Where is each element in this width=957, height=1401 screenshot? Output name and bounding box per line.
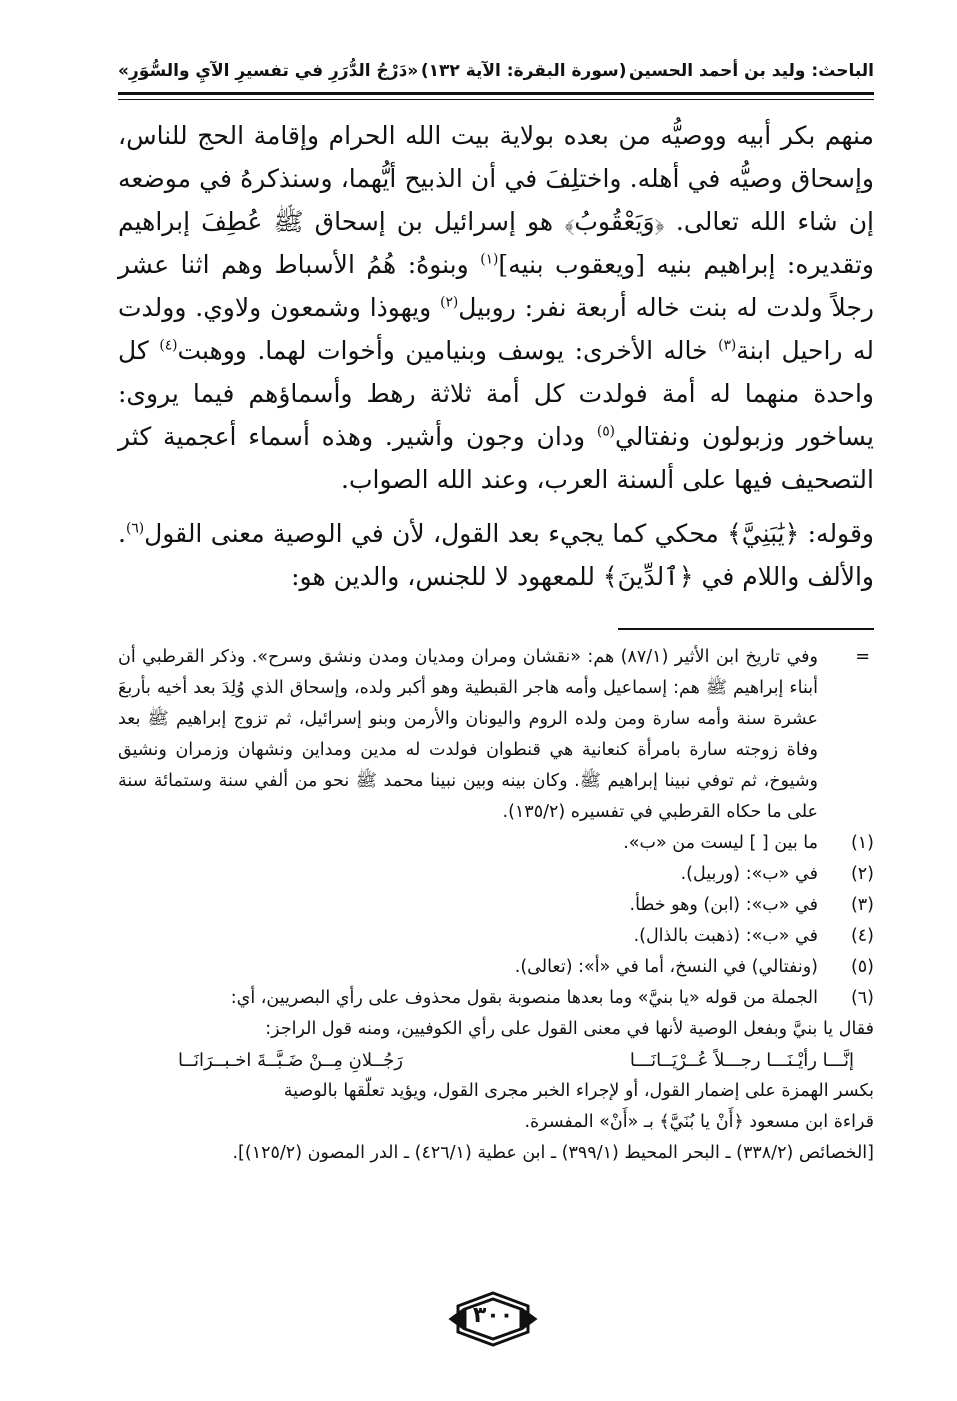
header-author: الباحث: وليد بن أحمد الحسين	[629, 61, 874, 81]
verse-second-hemistich: رَجُــلانِ مِــنْ ضَـبَّــةَ اخـبــرَانَــا	[178, 1050, 403, 1071]
footnote-1	[118, 828, 874, 859]
footnote-ref-5[interactable]: (٥)	[596, 423, 615, 440]
footnote-ref-3[interactable]: (٣)	[718, 337, 737, 354]
footnote-ref-4[interactable]: (٤)	[159, 337, 178, 354]
paragraph-2: وقوله: ﴿يَٰبَنِيَّ﴾ محكي كما يجيء بعد القول، لأن في الوصية معنى القول$^{(٦)}$. والألف واللام في ﴿ٱلدِّينَ﴾ للمعهود لا للجنس، والدين هو:	[118, 519, 874, 591]
continuation-mark: =	[855, 647, 870, 667]
footnote-6	[118, 983, 874, 1014]
footnote-text: في «ب»: (ابن) وهو خطأ.	[629, 895, 818, 915]
header-book-title: «دَرْجُ الدُّرَرِ في تفسيرِ الآيِ والسُّوَرِ»	[118, 61, 419, 81]
header-rule-thin	[118, 99, 874, 100]
footnote-2	[118, 859, 874, 890]
footnote-number: (٢)	[850, 864, 874, 884]
paragraph-1: منهم بكر أبيه ووصيُّه من بعده بولاية بيت الله الحرام وإقامة الحج للناس، وإسحاق وصيُّه في أهله. واختلِفَ في أن الذبيح أيُّهما، وسنذكرهُ في موضعه إن شاء الله تعالى. ﴿وَيَعْقُوبُ﴾ هو إسرائيل بن إسحاق ﷺ عُطِفَ إبراهيم وتقديره: إبراهيم بنيه [ويعقوب بنيه]$^{(١)}$ وبنوهُ: هُمُ الأسباط وهم اثنا عشر رجلاً ولدت له بنت خاله أربعة نفر: روبيل$^{(٢)}$ ويهوذا وشمعون ولاوي. وولدت له راحيل ابنة$^{(٣)}$ خاله الأخرى: يوسف وبنيامين وأخوات لهما. ووهبت$^{(٤)}$ كل واحدة منهما له أمة فولدت كل أمة ثلاثة رهط وأسماؤهم فيما يروى: يساخور وزبولون ونفتالي$^{(٥)}$ ودان وجون وأشير. وهذه أسماء أعجمية كثر التصحيف فيها على ألسنة العرب، وعند الله الصواب.	[118, 121, 875, 494]
running-header	[118, 56, 874, 86]
continuation-text: وفي تاريخ ابن الأثير (٨٧/١) هم: «نقشان ومران ومديان ومدن ونشق وسرح». وذكر القرطبي أن أبناء إبراهيم ﷺ هم: إسماعيل وأمه هاجر القبطية وهو أكبر ولده، وإسحاق الذي وُلِدَ بعد أخيه بأربعَ عشرة سنة وأمه سارة ومن ولده الروم واليونان والأرمن وبنو إسرائيل، ثم تزوج إبراهيم ﷺ بعد وفاة زوجته سارة بامرأة كنعانية هي قنطوان فولدت له مدين ومداين ونشهان وزمران ونشيق وشيوخ، ثم توفي نبينا إبراهيم ﷺ. وكان بينه وبين نبينا محمد ﷺ نحو من ألفي سنة وستمائة سنة على ما حكاه القرطبي في تفسيره (١٣٥/٢).	[118, 647, 818, 822]
footnote-text: (ونفتالي) في النسخ، أما في «أ»: (تعالى).	[514, 957, 818, 977]
footnote-text: في «ب»: (وربيل).	[680, 864, 818, 884]
footnote-text: ما بين [ ] ليست من «ب».	[623, 833, 818, 853]
footnote-ref-2[interactable]: (٢)	[440, 294, 459, 311]
footnote-continuation	[118, 642, 874, 828]
footnote-3	[118, 890, 874, 921]
footnote-4	[118, 921, 874, 952]
footnote-number: (٣)	[850, 895, 874, 915]
footnotes	[118, 642, 874, 1169]
footnote-number: (١)	[850, 833, 874, 853]
footnote-6-references: [الخصائص (٣٣٨/٢) ـ البحر المحيط (٣٩٩/١) ـ ابن عطية (٤٢٦/١) ـ الدر المصون (١٢٥/٢)].	[232, 1143, 874, 1163]
page-number: ٣٠٠	[472, 1303, 514, 1328]
footnote-6-line-4: قراءة ابن مسعود ﴿أَنْ يا بُنَيَّ﴾ بـ «أَنْ» المفسرة.	[524, 1112, 874, 1132]
footnote-ref-6[interactable]: (٦)	[125, 520, 145, 537]
footnote-number: (٥)	[850, 957, 874, 977]
main-text	[118, 114, 874, 598]
poetry-verse	[118, 1045, 874, 1076]
footnote-6-line-2: فقال يا بنيَّ وبفعل الوصية لأنها في معنى القول على رأي الكوفيين، ومنه قول الراجز:	[265, 1019, 874, 1039]
header-rule-thick	[118, 92, 874, 95]
header-location: (سورة البقرة: الآية ١٣٢)	[420, 61, 627, 81]
footnote-6-line-3: بكسر الهمزة على إضمار القول، أو لإجراء الخبر مجرى القول، ويؤيد تعلّقها بالوصية	[283, 1081, 874, 1101]
footnote-ref-1[interactable]: (١)	[480, 251, 499, 268]
footnote-separator	[618, 628, 874, 630]
footnote-text: في «ب»: (ذهبت بالذال).	[633, 926, 818, 946]
footnote-number: (٦)	[850, 988, 874, 1008]
footnote-number: (٤)	[850, 926, 874, 946]
footnote-5	[118, 952, 874, 983]
verse-first-hemistich: إنَّـــا رأيْـنَـــا رجـــلاً عُــرْيَــانَـــا	[629, 1050, 854, 1071]
footnote-6-line-1: الجملة من قوله «يا بنيَّ» وما بعدها منصوبة بقول محذوف على رأي البصريين، أي:	[230, 988, 818, 1008]
